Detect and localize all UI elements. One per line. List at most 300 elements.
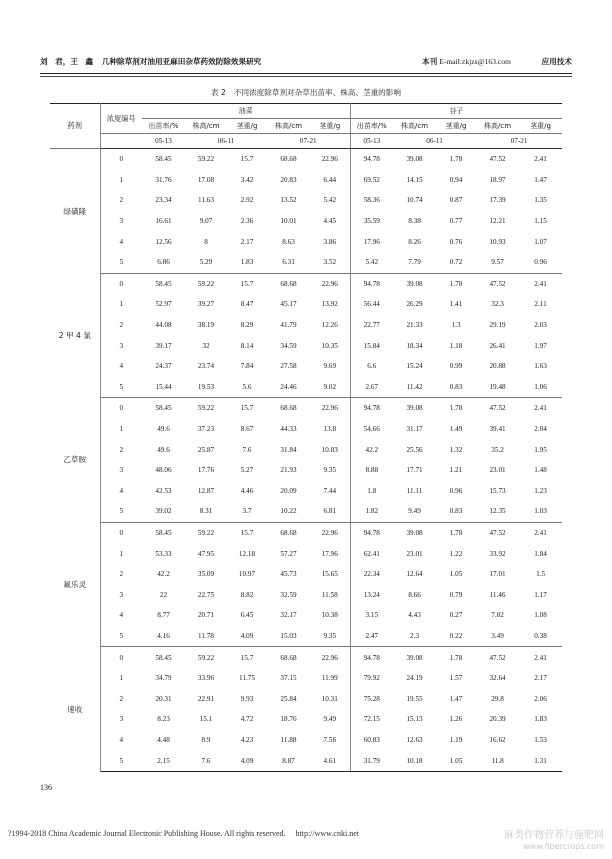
data-cell: 13.8 — [310, 419, 350, 440]
col-header-measure: 株高/cm — [476, 119, 519, 134]
concentration-code: 3 — [119, 217, 124, 226]
data-cell: 0.83 — [436, 501, 476, 522]
data-cell: 42.2 — [365, 445, 379, 454]
data-cell: 9.35 — [310, 626, 350, 647]
data-cell: 11.58 — [310, 584, 350, 605]
data-cell: 6.86 — [142, 252, 185, 273]
data-cell: 35.2 — [491, 445, 504, 454]
concentration-code: 0 — [119, 528, 124, 537]
data-cell: 22.96 — [310, 522, 350, 543]
header-email: E-mail:zkjzs@163.com — [439, 57, 511, 66]
col-header-date: 06-11 — [393, 134, 476, 149]
concentration-code: 5 — [100, 626, 142, 647]
data-cell: 6.44 — [310, 170, 350, 191]
data-cell: 2.41 — [534, 279, 547, 288]
header-journal: 本刊 — [422, 57, 438, 66]
concentration-code: 1 — [119, 549, 124, 558]
concentration-code: 1 — [119, 674, 124, 683]
data-cell: 68.68 — [280, 404, 297, 413]
data-cell: 0.72 — [436, 252, 476, 273]
data-cell: 35.59 — [363, 217, 380, 226]
data-cell: 15.7 — [240, 653, 254, 662]
watermark-line1: 麻类作物营养与施肥网 — [504, 830, 604, 841]
data-cell: 41.79 — [280, 321, 297, 330]
data-cell: 58.36 — [363, 196, 380, 205]
data-cell: 2.03 — [534, 321, 547, 330]
data-cell: 3.86 — [310, 231, 350, 252]
data-cell: 10.74 — [406, 196, 423, 205]
data-cell: 1.15 — [534, 217, 547, 226]
data-cell: 31.79 — [350, 750, 393, 771]
data-cell: 12.26 — [310, 315, 350, 336]
data-cell: 57.27 — [280, 549, 297, 558]
data-cell: 0.96 — [519, 252, 562, 273]
data-cell: 0.94 — [449, 175, 463, 184]
table-row — [50, 460, 562, 481]
data-cell: 2.3 — [393, 626, 436, 647]
table-row — [50, 647, 562, 668]
data-cell: 2.67 — [350, 377, 393, 398]
data-cell: 31.84 — [280, 445, 297, 454]
data-cell: 37.23 — [197, 425, 215, 434]
data-cell: 11.46 — [489, 590, 506, 599]
concentration-code: 2 — [119, 694, 124, 703]
data-cell: 1.78 — [449, 528, 463, 537]
data-cell: 18.34 — [406, 341, 423, 350]
data-cell: 0.76 — [449, 237, 463, 246]
data-cell: 23.01 — [489, 466, 506, 475]
data-cell: 2.36 — [240, 217, 254, 226]
data-cell: 1.26 — [449, 715, 463, 724]
data-cell: 24.19 — [406, 674, 423, 683]
concentration-code: 4 — [119, 486, 124, 495]
data-table — [50, 103, 562, 772]
table-row — [50, 419, 562, 440]
data-cell: 1.05 — [449, 570, 463, 579]
data-cell: 6.81 — [310, 501, 350, 522]
concentration-code: 4 — [119, 611, 124, 620]
data-cell: 34.79 — [155, 674, 172, 683]
data-cell: 0.99 — [449, 362, 463, 371]
data-cell: 20.09 — [280, 486, 297, 495]
data-cell: 10.97 — [238, 570, 256, 579]
data-cell: 32.17 — [280, 611, 297, 620]
concentration-code: 1 — [119, 300, 124, 309]
table-row — [50, 626, 562, 647]
data-cell: 25.84 — [280, 694, 297, 703]
data-cell: 22.96 — [310, 398, 350, 419]
data-cell: 22.96 — [310, 647, 350, 668]
data-cell: 31.76 — [155, 175, 172, 184]
data-cell: 1.05 — [436, 750, 476, 771]
data-cell: 58.45 — [155, 528, 172, 537]
data-cell: 21.33 — [406, 321, 423, 330]
data-cell: 29.19 — [489, 321, 506, 330]
data-cell: 19.55 — [406, 694, 423, 703]
table-row — [50, 584, 562, 605]
data-cell: 9.07 — [199, 217, 213, 226]
data-cell: 39.41 — [489, 425, 506, 434]
data-cell: 20.71 — [197, 611, 215, 620]
data-cell: 49.6 — [157, 425, 170, 434]
data-cell: 94.78 — [363, 404, 380, 413]
data-cell: 2.41 — [534, 528, 547, 537]
data-cell: 1.03 — [519, 501, 562, 522]
table-row — [50, 522, 562, 543]
header-row-dates — [50, 134, 562, 149]
data-cell: 39.17 — [155, 341, 172, 350]
data-cell: 17.01 — [489, 570, 506, 579]
col-header-code-blank — [100, 134, 142, 149]
data-cell: 13.24 — [363, 590, 380, 599]
data-cell: 23.74 — [197, 362, 215, 371]
data-cell: 19.53 — [185, 377, 227, 398]
data-cell: 20.39 — [489, 715, 506, 724]
header-article-title: 几种除草剂对油用亚麻田杂草药效防除效果研究 — [101, 57, 262, 66]
data-cell: 5.27 — [240, 466, 254, 475]
data-cell: 7.79 — [393, 252, 436, 273]
data-cell: 10.22 — [267, 501, 310, 522]
table-row — [50, 481, 562, 502]
data-cell: 53.33 — [155, 549, 172, 558]
data-cell: 2.47 — [350, 626, 393, 647]
concentration-code: 3 — [119, 590, 124, 599]
data-cell: 15.44 — [142, 377, 185, 398]
data-cell: 16.62 — [489, 735, 506, 744]
footer — [8, 829, 359, 838]
data-cell: 0.87 — [449, 196, 463, 205]
data-cell: 42.53 — [155, 486, 172, 495]
data-cell: 23.34 — [155, 196, 172, 205]
data-cell: 94.78 — [363, 155, 380, 164]
data-cell: 11.42 — [393, 377, 436, 398]
data-cell: 15.03 — [267, 626, 310, 647]
concentration-code: 2 — [119, 321, 124, 330]
data-cell: 3.7 — [227, 501, 267, 522]
data-cell: 47.52 — [489, 155, 506, 164]
data-cell: 1.83 — [227, 252, 267, 273]
data-cell: 1.5 — [536, 570, 546, 579]
data-cell: 44.08 — [155, 321, 172, 330]
data-cell: 79.92 — [363, 674, 380, 683]
drug-name: 速收 — [50, 647, 100, 772]
data-cell: 11.88 — [280, 735, 297, 744]
data-cell: 39.08 — [406, 279, 423, 288]
table-body — [50, 149, 562, 772]
data-cell: 47.95 — [197, 549, 215, 558]
table-row — [50, 149, 562, 170]
data-cell: 6.31 — [267, 252, 310, 273]
data-cell: 4.72 — [240, 715, 254, 724]
data-cell: 8 — [204, 237, 208, 246]
data-cell: 4.45 — [310, 211, 350, 232]
data-cell: 15.7 — [240, 528, 254, 537]
data-cell: 1.8 — [367, 486, 377, 495]
data-cell: 1.78 — [449, 653, 463, 662]
data-cell: 1.78 — [449, 404, 463, 413]
concentration-code: 5 — [100, 750, 142, 771]
data-cell: 12.56 — [155, 237, 172, 246]
data-cell: 34.59 — [280, 341, 297, 350]
watermark-line2: www.fibercrops.com — [523, 842, 604, 851]
data-cell: 7.56 — [310, 730, 350, 751]
data-cell: 75.28 — [363, 694, 380, 703]
data-cell: 0.38 — [519, 626, 562, 647]
data-cell: 1.48 — [534, 466, 547, 475]
col-header-measure: 株高/cm — [267, 119, 310, 134]
data-cell: 8.47 — [240, 300, 254, 309]
col-header-drug: 药剂 — [50, 104, 100, 149]
concentration-code: 2 — [119, 570, 124, 579]
data-cell: 8.87 — [267, 750, 310, 771]
data-cell: 10.31 — [310, 688, 350, 709]
data-cell: 10.18 — [393, 750, 436, 771]
table-row — [50, 564, 562, 585]
data-cell: 0.79 — [449, 590, 463, 599]
data-cell: 15.84 — [363, 341, 380, 350]
data-cell: 32 — [202, 341, 210, 350]
data-cell: 5.42 — [350, 252, 393, 273]
col-header-date: 06-11 — [185, 134, 267, 149]
data-cell: 16.61 — [155, 217, 172, 226]
data-cell: 24.37 — [155, 362, 172, 371]
concentration-code: 0 — [119, 653, 124, 662]
data-cell: 3.15 — [365, 611, 379, 620]
data-cell: 8.88 — [365, 466, 379, 475]
col-header-measure: 茎重/g — [436, 119, 476, 134]
data-cell: 1.07 — [534, 237, 547, 246]
table-row — [50, 398, 562, 419]
data-cell: 1.32 — [449, 445, 463, 454]
data-cell: 1.17 — [534, 590, 547, 599]
data-cell: 94.78 — [363, 279, 380, 288]
col-header-code: 浓度编号 — [100, 104, 142, 134]
data-cell: 32.3 — [491, 300, 504, 309]
header-section: 应用技术 — [541, 57, 572, 66]
data-cell: 9.02 — [310, 377, 350, 398]
data-cell: 1.49 — [449, 425, 463, 434]
data-cell: 9.57 — [476, 252, 519, 273]
header-authors: 刘 君，王 鑫 — [40, 57, 94, 66]
drug-name: 绿磺隆 — [50, 149, 100, 274]
data-cell: 17.96 — [363, 237, 380, 246]
data-cell: 8.77 — [157, 611, 170, 620]
concentration-code: 0 — [119, 404, 124, 413]
data-cell: 13.92 — [310, 294, 350, 315]
data-cell: 11.63 — [198, 196, 214, 205]
data-cell: 1.41 — [449, 300, 463, 309]
data-cell: 1.22 — [449, 549, 463, 558]
data-cell: 1.47 — [534, 175, 547, 184]
table-row — [50, 605, 562, 626]
data-cell: 11.8 — [476, 750, 519, 771]
data-cell: 7.44 — [310, 481, 350, 502]
data-cell: 11.11 — [406, 486, 423, 495]
data-cell: 59.22 — [197, 528, 215, 537]
col-header-date: 05-13 — [142, 134, 185, 149]
data-cell: 15.24 — [406, 362, 423, 371]
data-cell: 1.97 — [534, 341, 547, 350]
data-cell: 44.33 — [280, 425, 297, 434]
concentration-code: 1 — [119, 425, 124, 434]
data-cell: 2.15 — [142, 750, 185, 771]
data-cell: 25.87 — [197, 445, 215, 454]
col-header-measure: 茎重/g — [227, 119, 267, 134]
concentration-code: 2 — [119, 196, 124, 205]
data-cell: 1.84 — [534, 549, 547, 558]
data-cell: 1.63 — [534, 362, 547, 371]
data-cell: 39.08 — [406, 528, 423, 537]
data-cell: 1.08 — [534, 611, 547, 620]
col-header-measure: 茎重/g — [519, 119, 562, 134]
data-cell: 20.83 — [280, 175, 297, 184]
data-cell: 15.65 — [310, 564, 350, 585]
data-cell: 6.45 — [240, 611, 254, 620]
data-cell: 8.82 — [240, 590, 254, 599]
data-cell: 1.18 — [449, 341, 463, 350]
data-cell: 1.06 — [519, 377, 562, 398]
data-cell: 39.08 — [406, 404, 423, 413]
table-row — [50, 356, 562, 377]
col-group-rapeseed: 油菜 — [142, 104, 350, 119]
data-cell: 1.31 — [519, 750, 562, 771]
data-cell: 3.52 — [310, 252, 350, 273]
data-cell: 0.22 — [436, 626, 476, 647]
footer-copyright: ?1994-2018 China Academic Journal Electronic Publishing House. All rights reserved. — [8, 829, 286, 838]
data-cell: 0.77 — [449, 217, 463, 226]
data-cell: 5.29 — [185, 252, 227, 273]
data-cell: 12.63 — [406, 735, 423, 744]
table-row — [50, 315, 562, 336]
data-cell: 2.92 — [240, 196, 254, 205]
data-cell: 10.35 — [310, 335, 350, 356]
data-cell: 48.06 — [155, 466, 172, 475]
data-cell: 31.17 — [406, 425, 423, 434]
data-cell: 7.84 — [240, 362, 254, 371]
concentration-code: 5 — [100, 377, 142, 398]
header-left — [40, 56, 267, 67]
data-cell: 3.42 — [240, 175, 254, 184]
data-cell: 5.42 — [310, 190, 350, 211]
concentration-code: 2 — [119, 445, 124, 454]
data-cell: 7.6 — [185, 750, 227, 771]
data-cell: 72.15 — [363, 715, 380, 724]
data-cell: 12.64 — [406, 570, 423, 579]
data-cell: 47.52 — [489, 528, 506, 537]
concentration-code: 3 — [119, 341, 124, 350]
data-cell: 4.46 — [240, 486, 254, 495]
col-header-measure: 出苗率/% — [350, 119, 393, 134]
data-cell: 9.35 — [310, 460, 350, 481]
data-cell: 33.92 — [489, 549, 506, 558]
table-row — [50, 273, 562, 294]
concentration-code: 3 — [119, 715, 124, 724]
table-row — [50, 688, 562, 709]
concentration-code: 4 — [119, 237, 124, 246]
data-cell: 1.95 — [534, 445, 547, 454]
data-cell: 33.96 — [197, 674, 215, 683]
data-cell: 9.49 — [310, 709, 350, 730]
data-cell: 17.96 — [310, 543, 350, 564]
data-cell: 17.76 — [197, 466, 215, 475]
table-row — [50, 377, 562, 398]
data-cell: 1.53 — [534, 735, 547, 744]
col-header-date: 07-21 — [267, 134, 350, 149]
data-cell: 8.66 — [408, 590, 421, 599]
data-cell: 17.71 — [406, 466, 423, 475]
data-cell: 37.15 — [280, 674, 297, 683]
table-caption — [40, 87, 572, 98]
data-cell: 1.21 — [449, 466, 463, 475]
table-row — [50, 190, 562, 211]
data-cell: 1.3 — [451, 321, 461, 330]
concentration-code: 5 — [100, 252, 142, 273]
data-cell: 5.6 — [227, 377, 267, 398]
watermark — [504, 826, 604, 851]
header-right — [422, 56, 572, 67]
data-cell: 26.29 — [406, 300, 423, 309]
data-cell: 12.35 — [476, 501, 519, 522]
data-cell: 4.23 — [240, 735, 254, 744]
col-header-date: 07-21 — [476, 134, 562, 149]
data-cell: 22.96 — [310, 149, 350, 170]
data-cell: 14.15 — [406, 175, 423, 184]
table-row — [50, 252, 562, 273]
data-cell: 4.09 — [227, 750, 267, 771]
data-cell: 52.97 — [155, 300, 172, 309]
data-cell: 15.7 — [240, 404, 254, 413]
running-header — [40, 56, 572, 70]
concentration-code: 0 — [119, 155, 124, 164]
data-cell: 54.66 — [363, 425, 380, 434]
data-cell: 9.69 — [310, 356, 350, 377]
data-cell: 58.45 — [155, 155, 172, 164]
data-cell: 94.78 — [363, 528, 380, 537]
table-row — [50, 170, 562, 191]
table-row — [50, 543, 562, 564]
data-cell: 1.23 — [534, 486, 547, 495]
concentration-code: 4 — [119, 362, 124, 371]
data-cell: 25.56 — [406, 445, 423, 454]
data-cell: 8.67 — [240, 425, 254, 434]
data-cell: 22.75 — [197, 590, 215, 599]
table-row — [50, 730, 562, 751]
header-row-crops — [50, 104, 562, 119]
data-cell: 58.45 — [155, 653, 172, 662]
data-cell: 10.38 — [310, 605, 350, 626]
data-cell: 3.49 — [476, 626, 519, 647]
data-cell: 7.82 — [491, 611, 504, 620]
col-header-date: 05-13 — [350, 134, 393, 149]
data-cell: 45.73 — [280, 570, 297, 579]
data-cell: 21.93 — [280, 466, 297, 475]
page-number: 136 — [40, 783, 52, 792]
table-title: 不同浓度除草剂对杂草出苗率、株高、茎重的影响 — [233, 88, 401, 97]
data-cell: 17.39 — [489, 196, 506, 205]
data-cell: 10.93 — [489, 237, 506, 246]
data-cell: 45.17 — [280, 300, 297, 309]
data-cell: 22.91 — [197, 694, 215, 703]
data-cell: 13.52 — [280, 196, 297, 205]
data-cell: 32.59 — [280, 590, 297, 599]
data-cell: 32.64 — [489, 674, 506, 683]
data-cell: 11.75 — [239, 674, 255, 683]
data-cell: 2.06 — [534, 694, 547, 703]
data-cell: 8.26 — [408, 237, 421, 246]
data-cell: 1.57 — [449, 674, 463, 683]
data-cell: 69.52 — [363, 175, 380, 184]
data-cell: 10.83 — [310, 439, 350, 460]
